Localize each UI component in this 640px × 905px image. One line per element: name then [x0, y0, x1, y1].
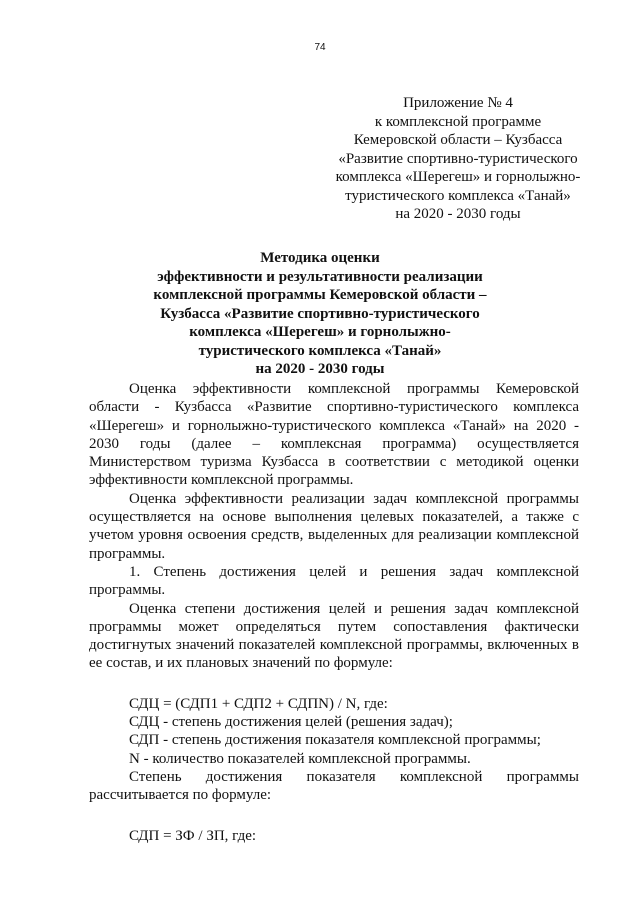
definition-sdc: СДЦ - степень достижения целей (решения задач);	[129, 714, 453, 731]
title-line: туристического комплекса «Танай»	[198, 342, 442, 359]
formula-sdp: СДП = ЗФ / ЗП, где:	[129, 827, 257, 844]
title-line: Кузбасса «Развитие спортивно-туристического	[160, 305, 480, 322]
appendix-header	[318, 94, 598, 224]
appendix-line: к комплексной программе	[374, 113, 542, 130]
appendix-line: туристического комплекса «Танай»	[345, 187, 571, 204]
paragraph-evaluation-overview: Оценка эффективности комплексной программы Кемеровской области - Кузбасса «Развитие спортивно-туристического комплекса «Шерегеш» и горнолыжно-туристического комплекса «Танай» на 2020 - 2030 годы (далее – комплексная программа) осуществляется Министерством туризма Кузбасса в соответствии с методикой оценки эффективности комплексной программы.	[89, 381, 579, 489]
appendix-line: Приложение № 4	[403, 95, 513, 111]
title-line: на 2020 - 2030 годы	[255, 361, 385, 377]
page-number: 74	[314, 42, 326, 53]
definition-sdp: СДП - степень достижения показателя комплексной программы;	[129, 732, 541, 749]
formula-sdc: СДЦ = (СДП1 + СДП2 + СДПN) / N, где:	[129, 695, 388, 712]
paragraph-goal-achievement: Оценка степени достижения целей и решения задач комплексной программы может определяться путем сопоставления фактически достигнутых значений показателей комплексной программы, включенных в ее состав, и их плановых значений по формуле:	[89, 600, 579, 672]
title-line: комплексной программы Кемеровской области –	[153, 287, 487, 303]
paragraph-task-efficiency: Оценка эффективности реализации задач комплексной программы осуществляется на основе выполнения целевых показателей, а также с учетом уровня освоения средств, выделенных для реализации комплексной программы.	[89, 490, 579, 562]
paragraph-indicator-achievement: Степень достижения показателя комплексной программы рассчитывается по формуле:	[89, 768, 579, 804]
title-line: эффективности и результативности реализации	[157, 268, 483, 285]
appendix-line: комплекса «Шерегеш» и горнолыжно-	[335, 169, 581, 185]
definition-n: N - количество показателей комплексной программы.	[129, 750, 471, 767]
appendix-line: на 2020 - 2030 годы	[395, 206, 521, 222]
document-title	[120, 249, 520, 379]
appendix-line: «Развитие спортивно-туристического	[338, 150, 578, 167]
document-body	[89, 380, 579, 845]
appendix-line: Кемеровской области – Кузбасса	[353, 132, 563, 148]
paragraph-section-1-heading: 1. Степень достижения целей и решения задач комплексной программы.	[89, 563, 579, 599]
title-line: Методика оценки	[260, 250, 380, 266]
title-line: комплекса «Шерегеш» и горнолыжно-	[189, 324, 451, 340]
